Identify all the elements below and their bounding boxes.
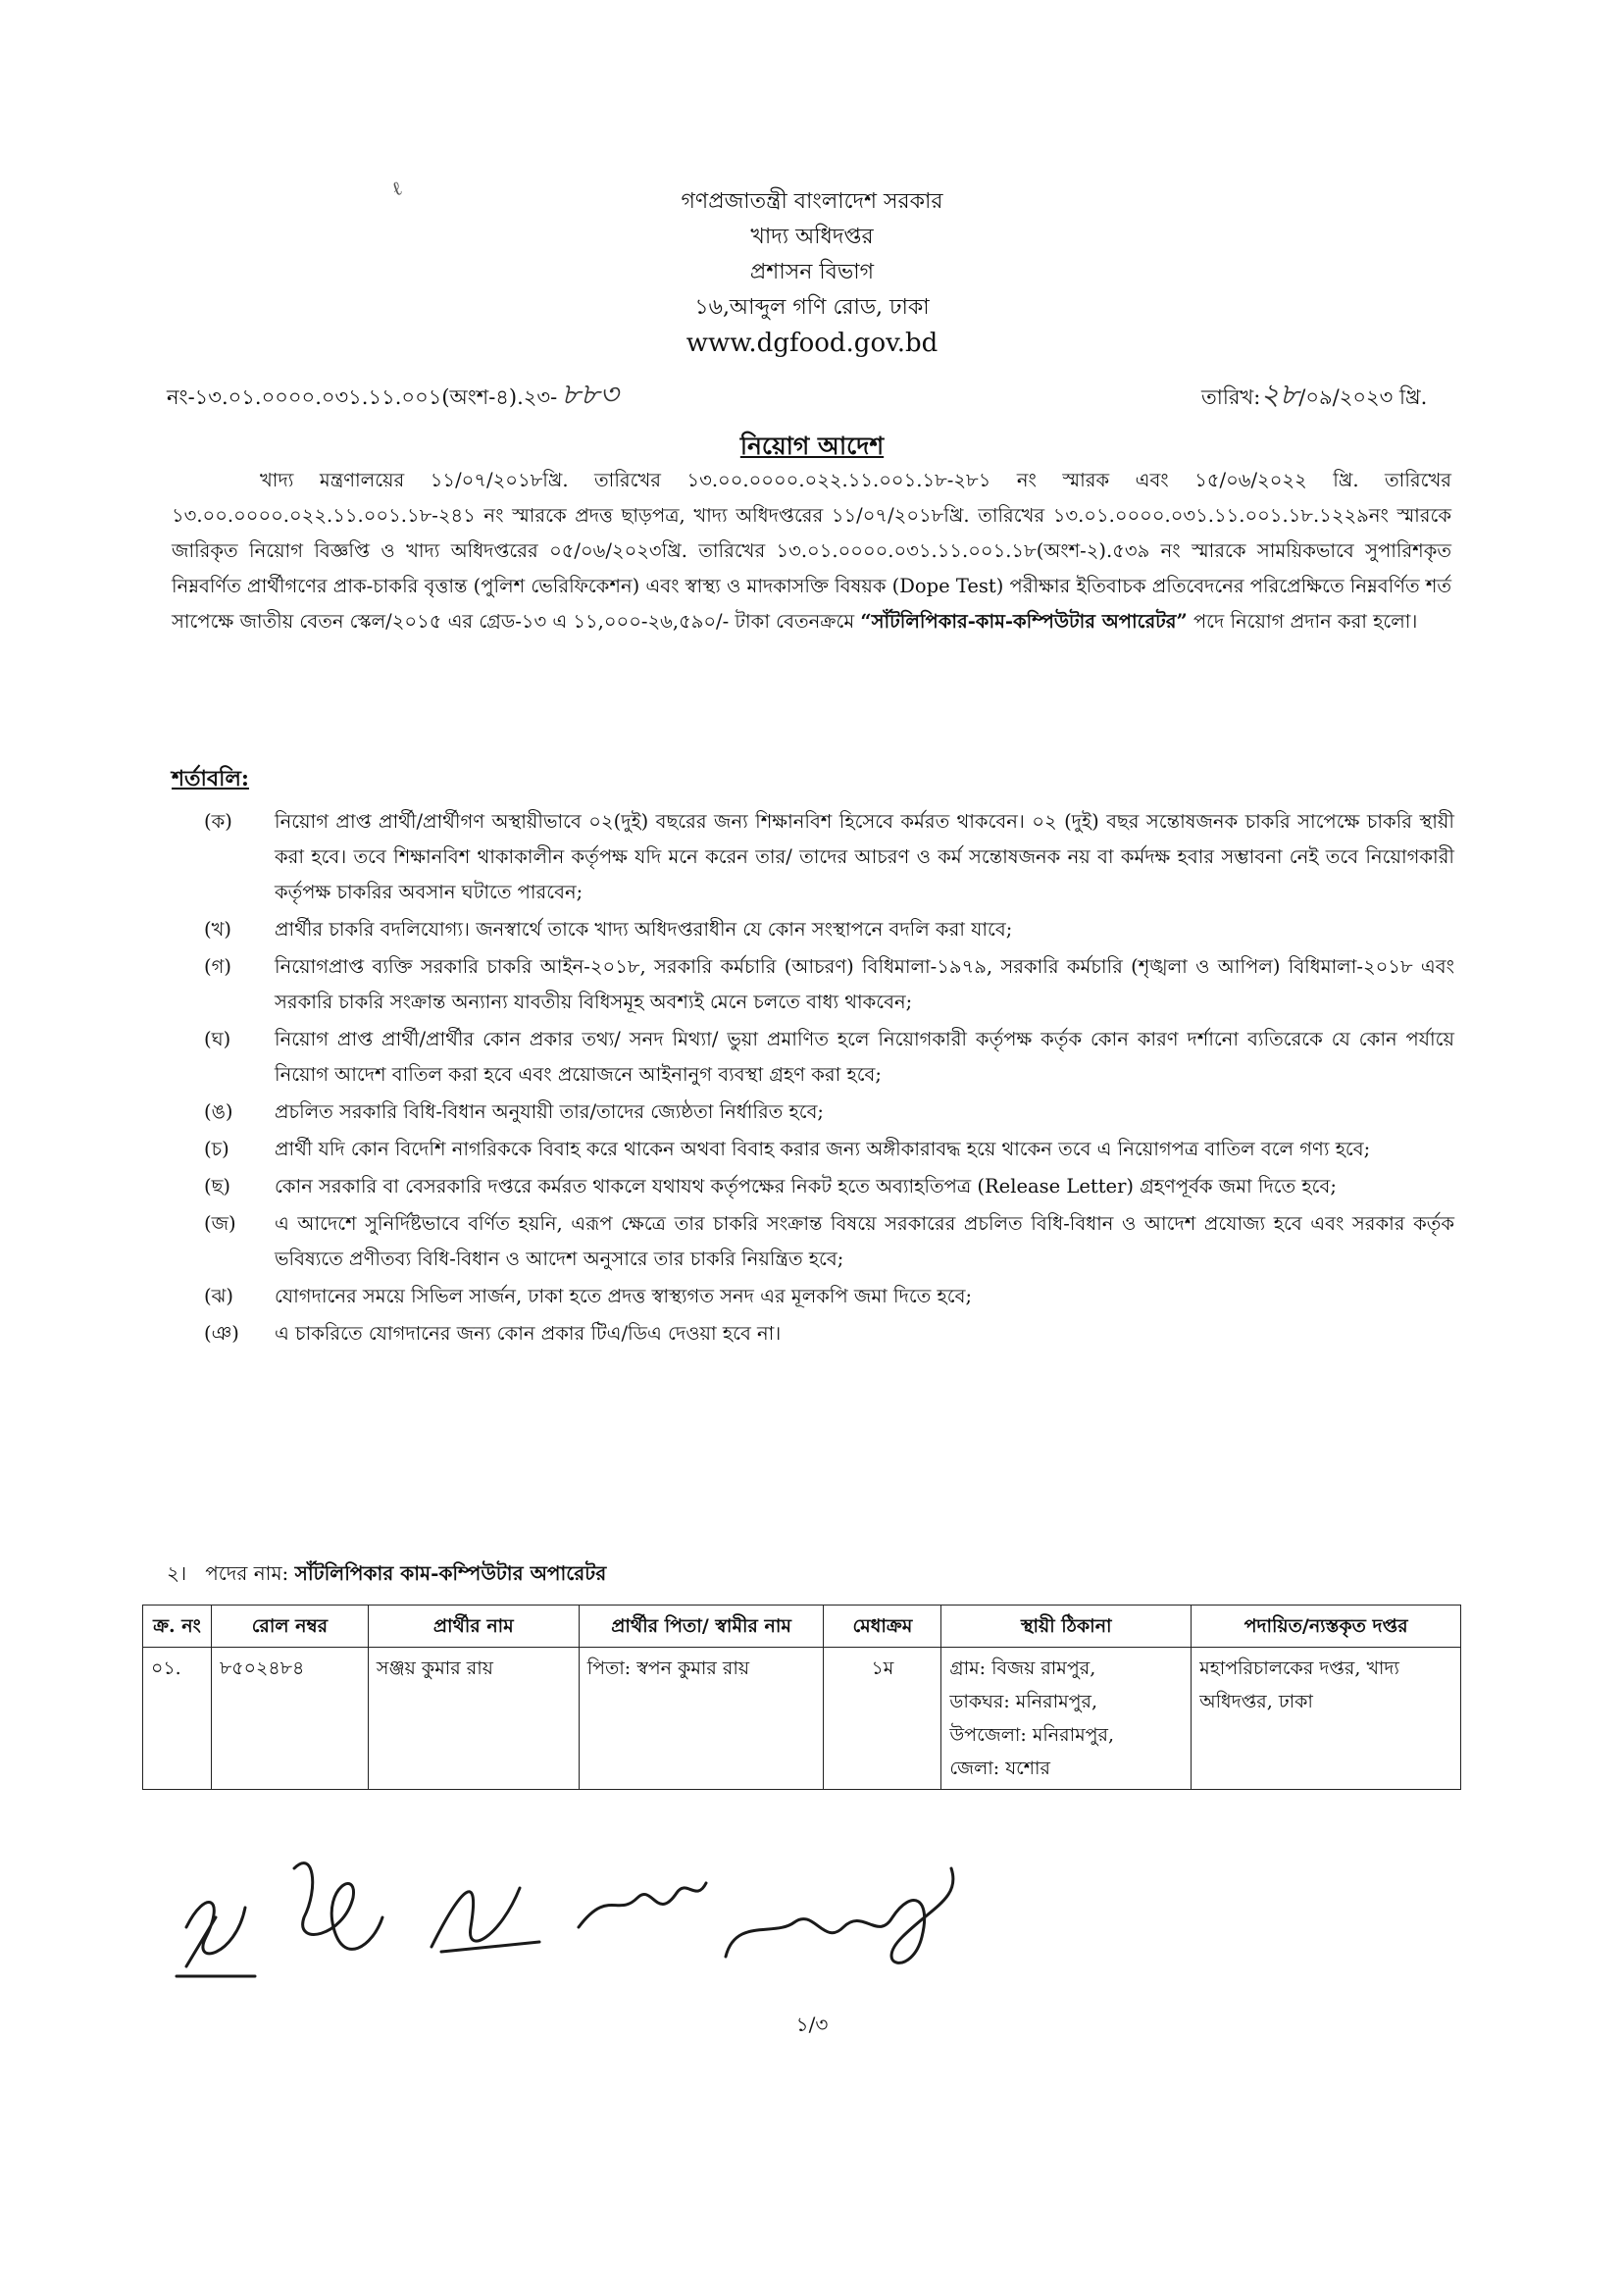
condition-text: প্রচলিত সরকারি বিধি-বিধান অনুযায়ী তার/তাদের জ্যেষ্ঠতা নির্ধারিত হবে; [275,1100,825,1123]
signature-5 [726,1868,953,1963]
condition-item [204,949,1454,1020]
conditions-heading: শর্তাবলি: [172,766,249,791]
cell-serial: ০১. [143,1648,212,1790]
letterhead-government: গণপ্রজাতন্ত্রী বাংলাদেশ সরকার [681,189,943,214]
cell-father: পিতা: স্বপন কুমার রায় [579,1648,824,1790]
letterhead-department: খাদ্য অধিদপ্তর [750,225,874,249]
committee-signatures [147,1829,1030,2001]
condition-text: নিয়োগ প্রাপ্ত প্রার্থী/প্রার্থীগণ অস্থায়ীভাবে ০২(দুই) বছরের জন্য শিক্ষানবিশ হিসেবে কর্মরত থাকবেন। ০২ (দুই) বছর সন্তোষজনক চাকরি সাপেক্ষে চাকরি স্থায়ী করা হবে। তবে শিক্ষানবিশ থাকাকালীন কর্তৃপক্ষ যদি মনে করেন তার/ তাদের আচরণ ও কর্ম সন্তোষজনক নয় বা কর্মদক্ষ হবার সম্ভাবনা নেই তবে নিয়োগকারী কর্তৃপক্ষ চাকরির অবসান ঘটাতে পারবেন; [275,810,1454,903]
condition-marker: (ঝ) [204,1285,233,1307]
post-name: সাঁটলিপিকার কাম-কম্পিউটার অপারেটর [294,1561,607,1585]
date-rest: /০৯/২০২৩ খ্রি. [1298,385,1428,409]
condition-item [204,1132,1454,1167]
condition-text: এ আদেশে সুনির্দিষ্টভাবে বর্ণিত হয়নি, এরূপ ক্ষেত্রে তার চাকরি সংক্রান্ত বিষয়ে সরকারের প্রচলিত বিধি-বিধান ও আদেশ প্রযোজ্য হবে এবং সরকার কর্তৃক ভবিষ্যতে প্রণীতব্য বিধি-বিধান ও আদেশ অনুসারে তার চাকরি নিয়ন্ত্রিত হবে; [275,1212,1454,1270]
condition-item [204,804,1454,910]
condition-item [204,1316,1454,1351]
condition-text: প্রার্থী যদি কোন বিদেশি নাগরিককে বিবাহ করে থাকেন অথবা বিবাহ করার জন্য অঙ্গীকারাবদ্ধ হয়ে থাকেন তবে এ নিয়োগপত্র বাতিল বলে গণ্য হবে; [275,1138,1371,1160]
condition-item [204,912,1454,947]
conditions-list [204,804,1454,1353]
signature-4 [579,1883,706,1927]
intro-text: খাদ্য মন্ত্রণালয়ের ১১/০৭/২০১৮খ্রি. তারিখের ১৩.০০.০০০০.০২২.১১.০০১.১৮-২৮১ নং স্মারক এবং ১৫/০৬/২০২২ খ্রি. তারিখের ১৩.০০.০০০০.০২২.১১.০০১.১৮-২৪১ নং স্মারকে প্রদত্ত ছাড়পত্র, খাদ্য অধিদপ্তরের ১১/০৭/২০১৮খ্রি. তারিখের ১৩.০১.০০০০.০৩১.১১.০০১.১৮.১২২৯নং স্মারকে জারিকৃত নিয়োগ বিজ্ঞপ্তি ও খাদ্য অধিদপ্তরের ০৫/০৬/২০২৩খ্রি. তারিখের ১৩.০১.০০০০.০৩১.১১.০০১.১৮(অংশ-২).৫৩৯ নং স্মারকে সাময়িকভাবে সুপারিশকৃত নিম্নবর্ণিত প্রার্থীগণের প্রাক-চাকরি বৃত্তান্ত (পুলিশ ভেরিফিকেশন) এবং স্বাস্থ্য ও মাদকাসক্তি বিষয়ক (Dope Test) পরীক্ষার ইতিবাচক প্রতিবেদনের পরিপ্রেক্ষিতে নিম্নবর্ণিত শর্ত সাপেক্ষে জাতীয় বেতন স্কেল/২০১৫ এর গ্রেড-১৩ এ ১১,০০০-২৬,৫৯০/- টাকা বেতনক্রমে [172,469,1451,633]
cell-roll: ৮৫০২৪৮৪ [211,1648,368,1790]
col-roll: রোল নম্বর [211,1606,368,1648]
post-label: পদের নাম: [205,1561,289,1585]
letterhead [0,184,1624,361]
intro-post-name: “সাঁটলিপিকার-কাম-কম্পিউটার অপারেটর” [860,610,1188,633]
address-line: উপজেলা: মনিরামপুর, [949,1724,1115,1746]
condition-marker: (ঞ) [204,1322,239,1345]
condition-marker: (ক) [204,810,232,833]
condition-text: নিয়োগ প্রাপ্ত প্রার্থী/প্রার্থীর কোন প্রকার তথ্য/ সনদ মিথ্যা/ ভুয়া প্রমাণিত হলে নিয়োগকারী কর্তৃপক্ষ কর্তৃক কোন কারণ দর্শানো ব্যতিরেকে যে কোন পর্যায়ে নিয়োগ আদেশ বাতিল করা হবে এবং প্রয়োজনে আইনানুগ ব্যবস্থা গ্রহণ করা হবে; [275,1028,1454,1086]
condition-marker: (ঙ) [204,1100,233,1123]
order-title: নিয়োগ আদেশ [739,432,885,460]
condition-marker: (খ) [204,918,232,941]
condition-item [204,1279,1454,1314]
condition-text: এ চাকরিতে যোগদানের জন্য কোন প্রকার টিএ/ডিএ দেওয়া হবে না। [275,1322,782,1345]
intro-tail: পদে নিয়োগ প্রদান করা হলো। [1187,610,1418,633]
memo-reference [167,371,619,421]
signature-2 [294,1863,382,1950]
date-label: তারিখ: [1201,385,1261,409]
letterhead-website: www.dgfood.gov.bd [685,329,939,358]
condition-item [204,1095,1454,1130]
condition-text: যোগদানের সময়ে সিভিল সার্জন, ঢাকা হতে প্রদত্ত স্বাস্থ্যগত সনদ এর মূলকপি জমা দিতে হবে; [275,1285,973,1307]
letterhead-division: প্রশাসন বিভাগ [749,260,875,284]
col-serial: ক্র. নং [143,1606,212,1648]
condition-marker: (জ) [204,1212,236,1235]
condition-marker: (গ) [204,955,231,978]
condition-text: প্রার্থীর চাকরি বদলিযোগ্য। জনস্বার্থে তাকে খাদ্য অধিদপ্তরাধীন যে কোন সংস্থাপনে বদলি করা যাবে; [275,918,1013,941]
post-name-line [167,1559,606,1592]
address-line: গ্রাম: বিজয় রামপুর, [949,1657,1096,1679]
pen-mark: ℓ [388,176,406,201]
condition-marker: (ঘ) [204,1028,231,1050]
page-number: ১/৩ [795,2013,829,2036]
memo-date [1201,371,1427,421]
col-address: স্থায়ী ঠিকানা [941,1606,1192,1648]
cell-office: মহাপরিচালকের দপ্তর, খাদ্য অধিদপ্তর, ঢাকা [1192,1648,1461,1790]
cell-merit: ১ম [824,1648,941,1790]
address-line: জেলা: যশোর [949,1758,1050,1779]
cell-address [941,1648,1192,1790]
memo-handwritten-number: ৮৮৩ [561,378,619,412]
cell-name: সঞ্জয় কুমার রায় [368,1648,579,1790]
date-handwritten-day: ২৮ [1260,378,1299,412]
table-row [143,1648,1461,1790]
memo-number: নং-১৩.০১.০০০০.০৩১.১১.০০১(অংশ-৪).২৩- [167,385,558,409]
col-father: প্রার্থীর পিতা/ স্বামীর নাম [579,1606,824,1648]
condition-item [204,1022,1454,1093]
condition-text: কোন সরকারি বা বেসরকারি দপ্তরে কর্মরত থাকলে যথাযথ কর্তৃপক্ষের নিকট হতে অব্যাহতিপত্র (Release Letter) গ্রহণপূর্বক জমা দিতে হবে; [275,1175,1337,1198]
intro-paragraph [172,463,1451,639]
address-line: ডাকঘর: মনিরামপুর, [949,1691,1098,1712]
table-header-row [143,1606,1461,1648]
condition-item [204,1169,1454,1204]
condition-item [204,1206,1454,1277]
col-name: প্রার্থীর নাম [368,1606,579,1648]
col-merit: মেধাক্রম [824,1606,941,1648]
condition-marker: (চ) [204,1138,229,1160]
letterhead-address: ১৬,আব্দুল গণি রোড, ঢাকা [694,295,930,320]
signature-1 [177,1903,255,1976]
col-office: পদায়িত/ন্যস্তকৃত দপ্তর [1192,1606,1461,1648]
post-section-number: ২। [167,1561,187,1585]
signature-3 [431,1888,539,1952]
candidate-table [142,1605,1461,1790]
condition-text: নিয়োগপ্রাপ্ত ব্যক্তি সরকারি চাকরি আইন-২০১৮, সরকারি কর্মচারি (আচরণ) বিধিমালা-১৯৭৯, সরকারি কর্মচারি (শৃঙ্খলা ও আপিল) বিধিমালা-২০১৮ এবং সরকারি চাকরি সংক্রান্ত অন্যান্য যাবতীয় বিধিসমূহ অবশ্যই মেনে চলতে বাধ্য থাকবেন; [275,955,1454,1013]
condition-marker: (ছ) [204,1175,231,1198]
